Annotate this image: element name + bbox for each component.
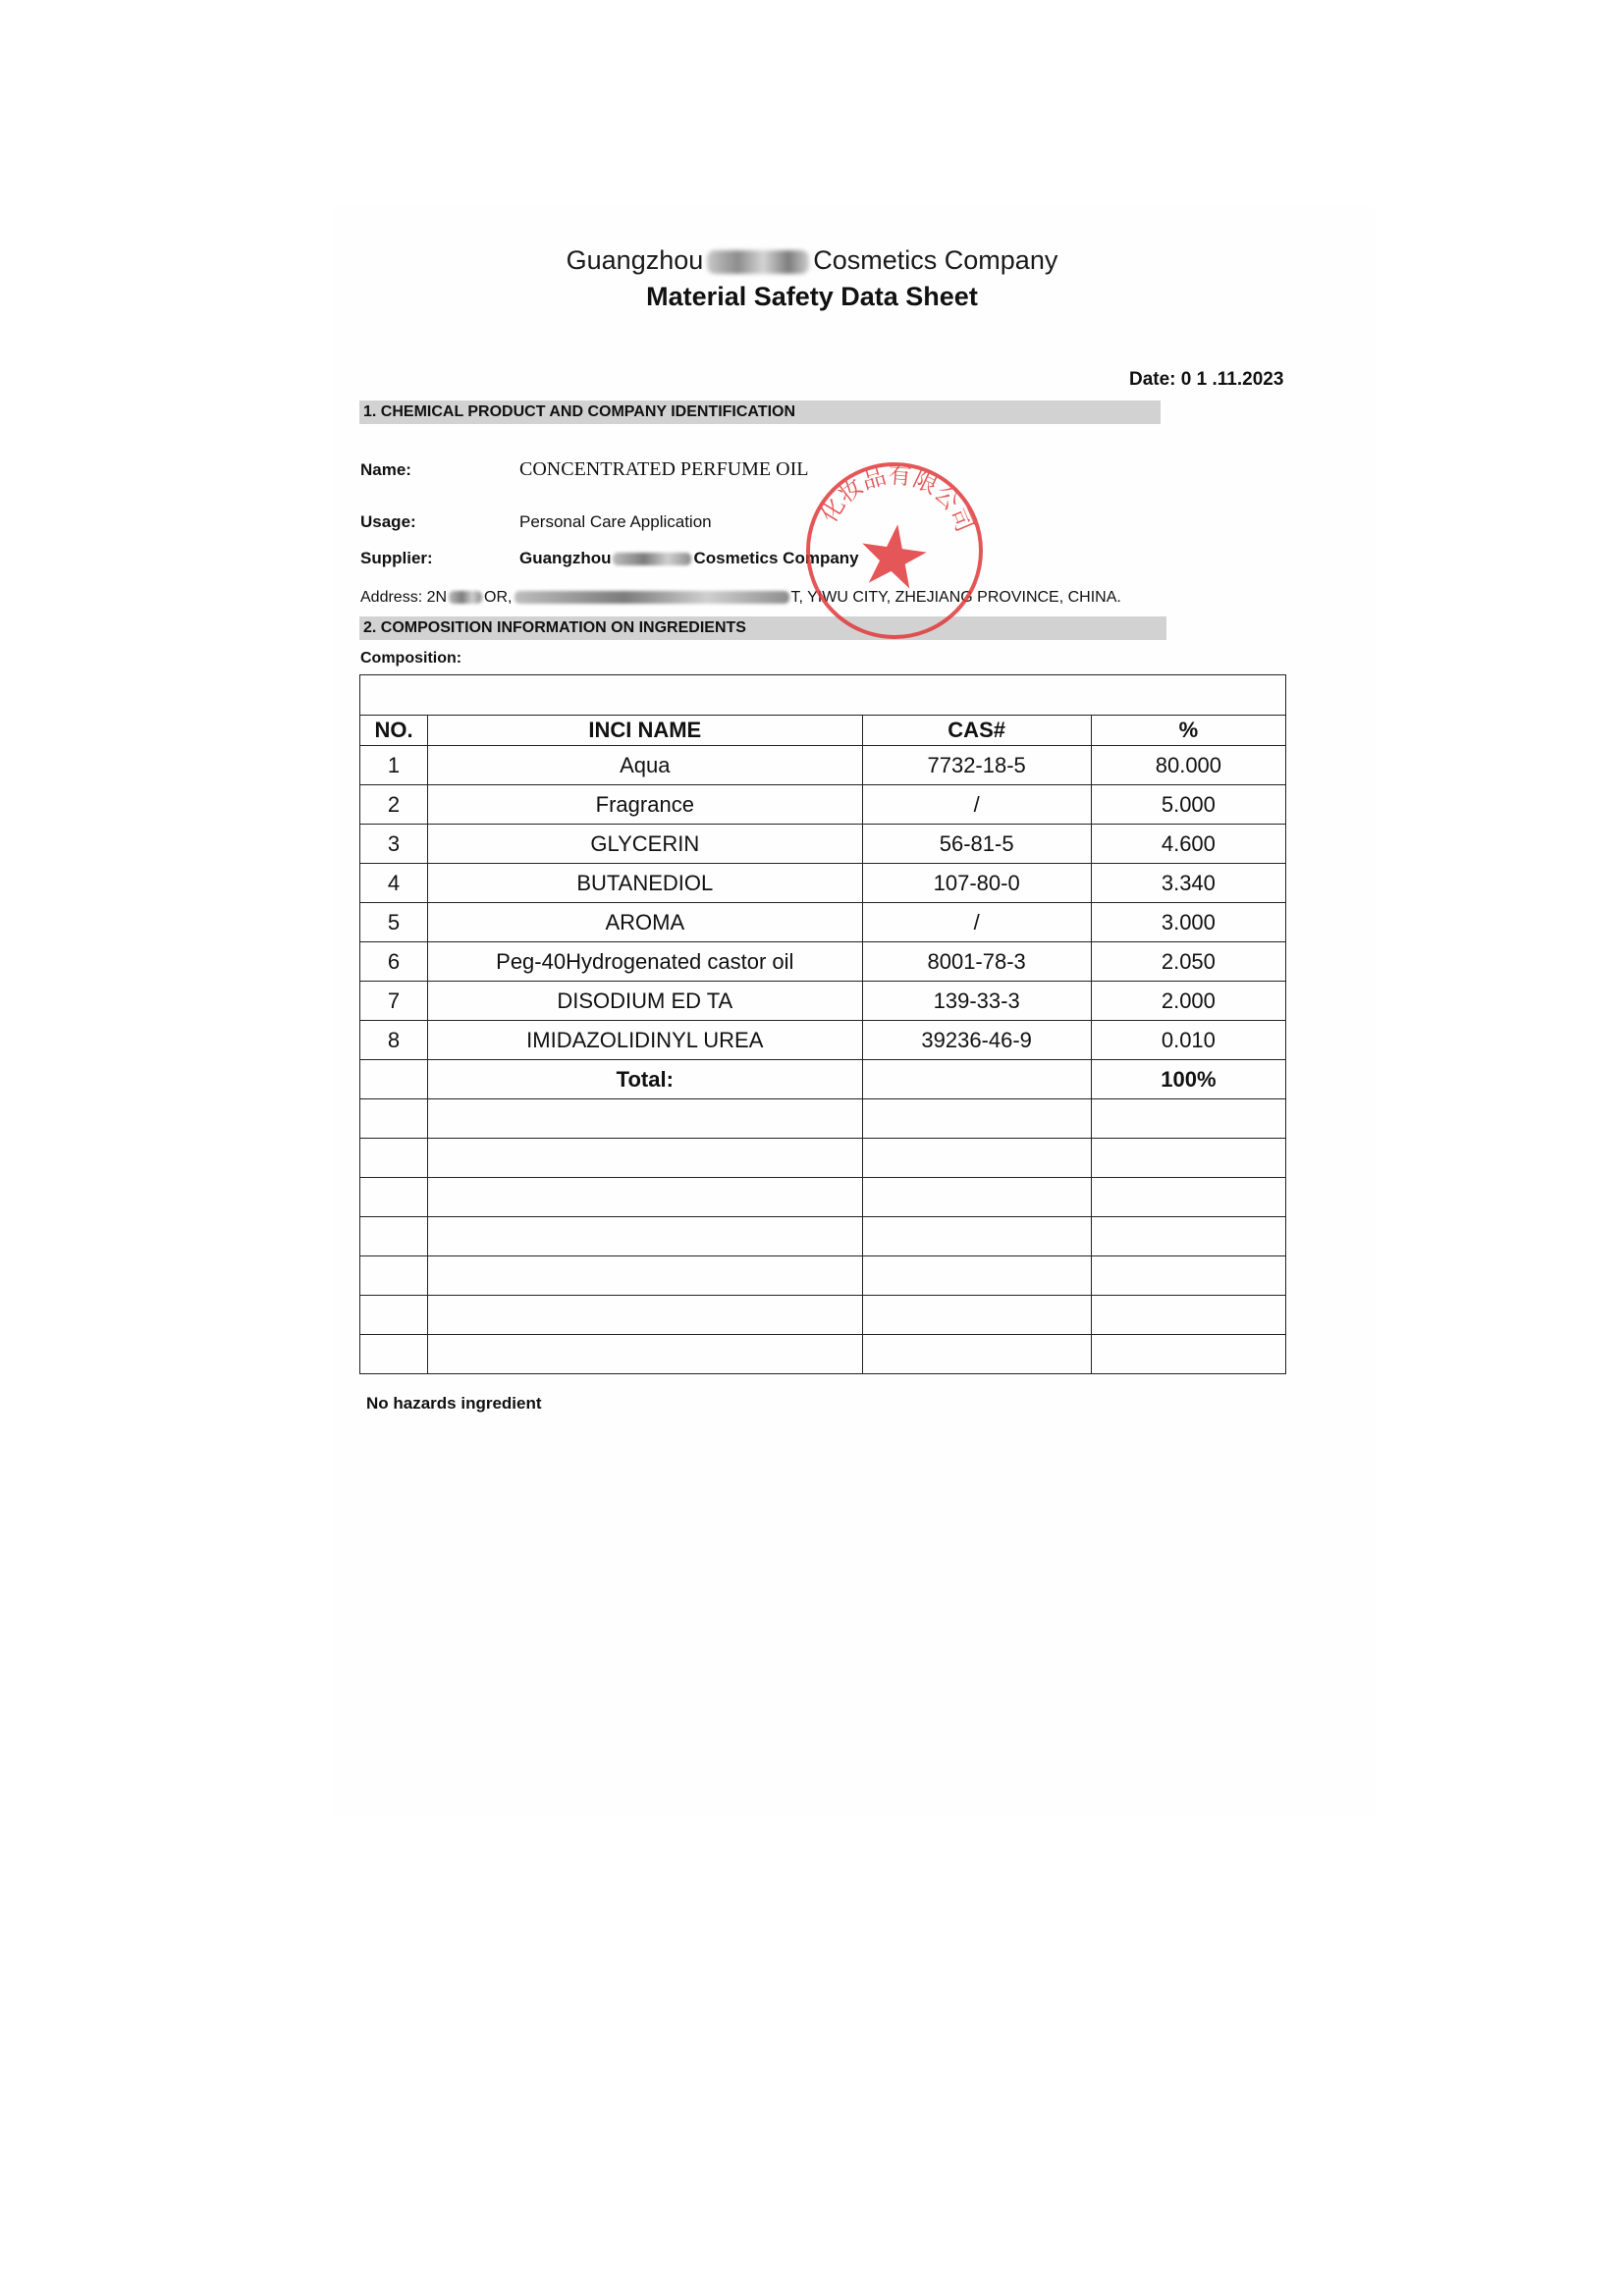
cell-inci-name: Fragrance: [428, 785, 862, 825]
table-empty-row: [360, 1139, 1286, 1178]
cell-no: 2: [360, 785, 428, 825]
cell-percent: 5.000: [1091, 785, 1285, 825]
name-label: Name:: [360, 460, 411, 479]
cell-no: 7: [360, 982, 428, 1021]
cell-no: 6: [360, 942, 428, 982]
composition-table: [359, 674, 1286, 1374]
cell-inci-name: IMIDAZOLIDINYL UREA: [428, 1021, 862, 1060]
cell-cas: /: [862, 785, 1091, 825]
header-inci-name: INCI NAME: [428, 716, 862, 746]
supplier-label: Supplier:: [360, 549, 433, 567]
cell-percent: 80.000: [1091, 746, 1285, 785]
table-empty-row: [360, 1335, 1286, 1374]
section-1-heading: 1. CHEMICAL PRODUCT AND COMPANY IDENTIFICATION: [359, 400, 1161, 424]
redacted-text: [449, 591, 482, 604]
cell-percent: 2.000: [1091, 982, 1285, 1021]
table-row: [360, 864, 1286, 903]
seal-star-icon: [857, 520, 930, 591]
total-label: Total:: [428, 1060, 862, 1099]
cell-percent: 3.000: [1091, 903, 1285, 942]
cell-percent: 3.340: [1091, 864, 1285, 903]
total-value: 100%: [1091, 1060, 1285, 1099]
table-row: [360, 903, 1286, 942]
cell-inci-name: Aqua: [428, 746, 862, 785]
redacted-text: [707, 250, 809, 274]
table-blank-row: [360, 675, 1286, 716]
cell-cas: 8001-78-3: [862, 942, 1091, 982]
table-empty-row: [360, 1296, 1286, 1335]
table-row: [360, 1021, 1286, 1060]
header-percent: %: [1091, 716, 1285, 746]
table-empty-row: [360, 1099, 1286, 1139]
cell-cas: /: [862, 903, 1091, 942]
seal-text: 化妆品有限公司: [814, 460, 979, 536]
table-row: [360, 825, 1286, 864]
cell-inci-name: Peg-40Hydrogenated castor oil: [428, 942, 862, 982]
cell-cas: 56-81-5: [862, 825, 1091, 864]
company-seal-stamp: [803, 459, 986, 642]
cell-cas: 107-80-0: [862, 864, 1091, 903]
company-name: Guangzhou Cosmetics Company: [566, 245, 1058, 275]
table-total-row: [360, 1060, 1286, 1099]
cell-percent: 4.600: [1091, 825, 1285, 864]
table-row: [360, 982, 1286, 1021]
redacted-text: [514, 591, 789, 604]
table-empty-row: [360, 1217, 1286, 1256]
redacted-text: [613, 553, 691, 565]
cell-no: 3: [360, 825, 428, 864]
table-row: [360, 785, 1286, 825]
cell-cas: 139-33-3: [862, 982, 1091, 1021]
cell-inci-name: GLYCERIN: [428, 825, 862, 864]
footnote: No hazards ingredient: [366, 1394, 542, 1413]
header-cas: CAS#: [862, 716, 1091, 746]
cell-cas: 39236-46-9: [862, 1021, 1091, 1060]
supplier-value: Guangzhou Cosmetics Company: [519, 549, 859, 567]
cell-no: 4: [360, 864, 428, 903]
table-row: [360, 746, 1286, 785]
header-no: NO.: [360, 716, 428, 746]
usage-label: Usage:: [360, 512, 416, 531]
cell-inci-name: AROMA: [428, 903, 862, 942]
document-date: Date: 0 1 .11.2023: [1129, 369, 1284, 390]
address: Address: 2N OR, T, YIWU CITY, ZHEJIANG PROVINCE, CHINA.: [360, 589, 1121, 606]
cell-no: 8: [360, 1021, 428, 1060]
cell-inci-name: DISODIUM ED TA: [428, 982, 862, 1021]
table-empty-row: [360, 1178, 1286, 1217]
cell-percent: 2.050: [1091, 942, 1285, 982]
cell-no: 1: [360, 746, 428, 785]
usage-value: Personal Care Application: [519, 512, 712, 531]
table-empty-row: [360, 1256, 1286, 1296]
table-row: [360, 942, 1286, 982]
cell-inci-name: BUTANEDIOL: [428, 864, 862, 903]
cell-no: 5: [360, 903, 428, 942]
cell-percent: 0.010: [1091, 1021, 1285, 1060]
document-title: Material Safety Data Sheet: [646, 282, 978, 311]
composition-label: Composition:: [360, 650, 462, 667]
table-header-row: [360, 716, 1286, 746]
name-value: CONCENTRATED PERFUME OIL: [519, 458, 809, 480]
cell-cas: 7732-18-5: [862, 746, 1091, 785]
section-2-heading: 2. COMPOSITION INFORMATION ON INGREDIENTS: [359, 616, 1166, 640]
